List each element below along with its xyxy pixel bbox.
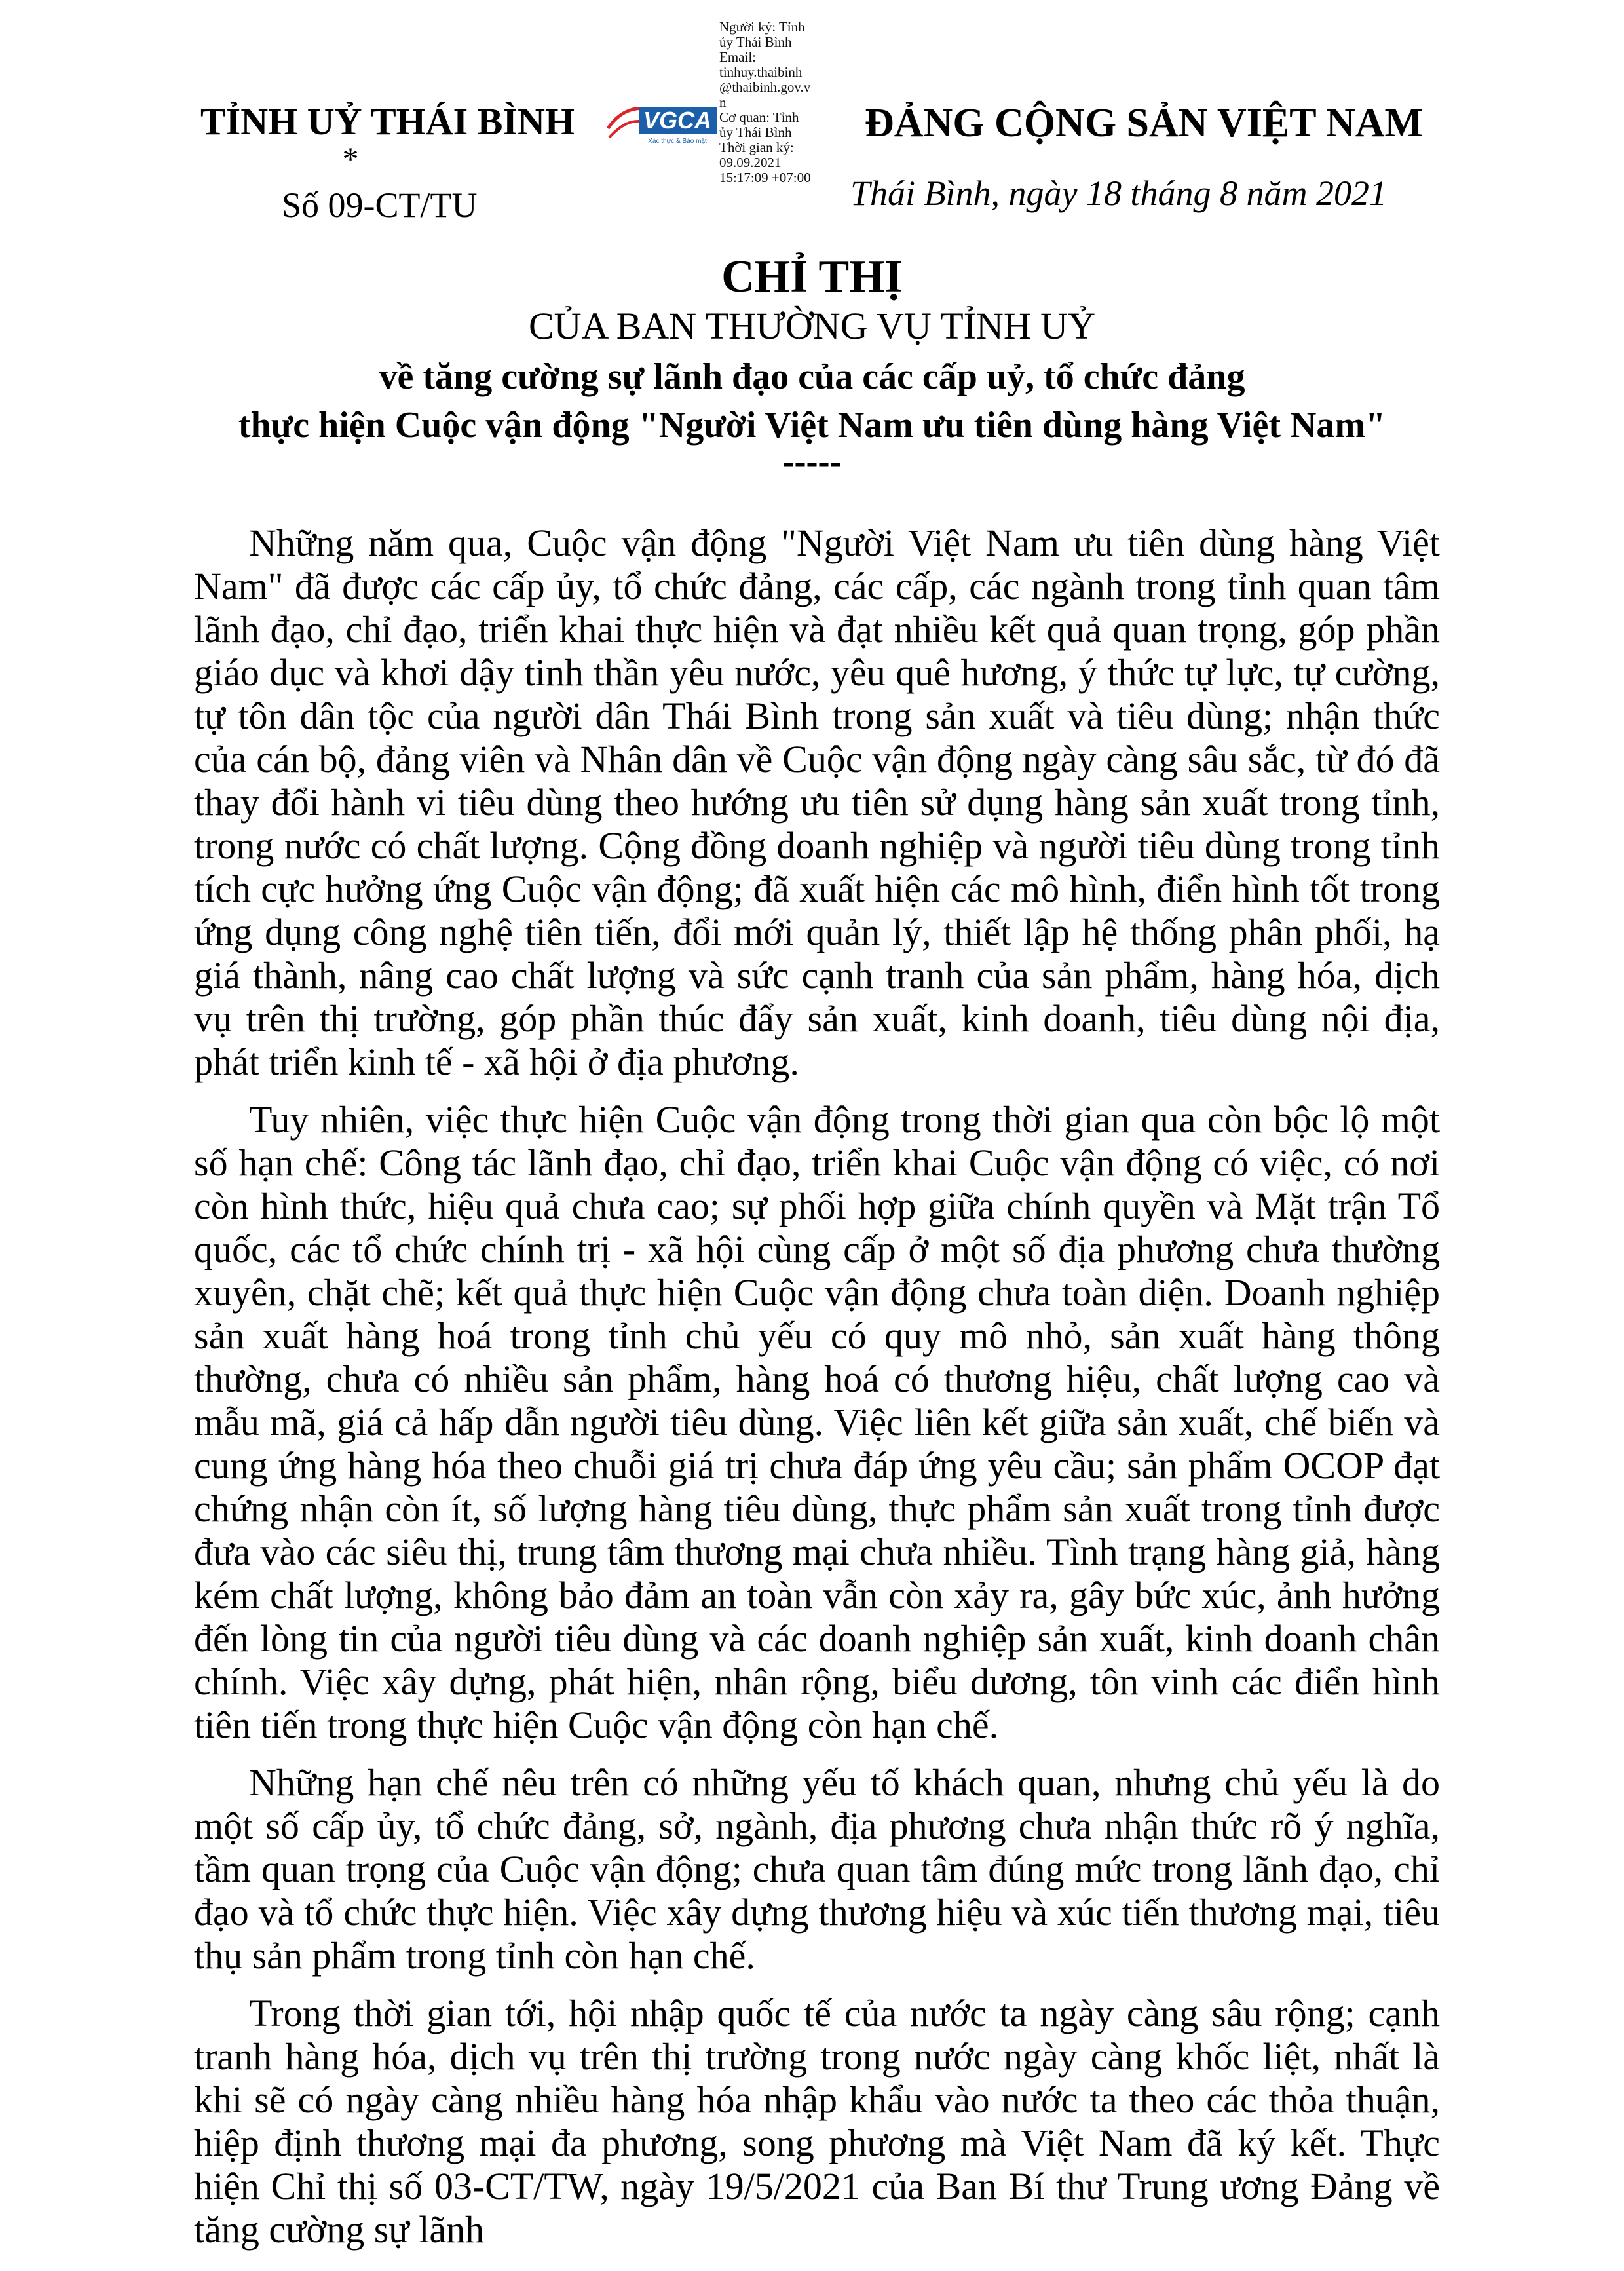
body-paragraph: Trong thời gian tới, hội nhập quốc tế của nước ta ngày càng sâu rộng; cạnh tranh hàng hóa, dịch vụ trên thị trường trong nước ngày càng khốc liệt, nhất là khi sẽ có ngày càng nhiều hàng hóa nhập khẩu vào nước ta theo các thỏa thuận, hiệp định thương mại đa phương, song phương mà Việt Nam đã ký kết. Thực hiện Chỉ thị số 03-CT/TW, ngày 19/5/2021 của Ban Bí thư Trung ương Đảng về tăng cường sự lãnh (194, 1992, 1440, 2251)
star-mark: * (342, 140, 359, 177)
signature-line: Thời gian ký: (719, 140, 794, 155)
digital-signature-info (719, 20, 857, 185)
logo-text: VGCA (643, 107, 712, 134)
document-number: Số 09-CT/TU (282, 185, 478, 225)
signature-line: 15:17:09 +07:00 (719, 170, 811, 185)
document-subtitle: CỦA BAN THƯỜNG VỤ TỈNH UỶ (528, 305, 1096, 347)
logo-tagline: Xác thực & Bảo mật (648, 138, 707, 145)
issuing-organization: TỈNH UỶ THÁI BÌNH (200, 100, 575, 143)
signature-line: Người ký: Tỉnh (719, 19, 805, 35)
document-subject-line-1: về tăng cường sự lãnh đạo của các cấp uỷ, tổ chức đảng (379, 356, 1245, 397)
place-and-date: Thái Bình, ngày 18 tháng 8 năm 2021 (850, 174, 1387, 213)
signature-line: tinhuy.thaibinh (719, 64, 803, 80)
signature-line: ủy Thái Bình (719, 124, 792, 140)
document-title: CHỈ THỊ (721, 252, 903, 302)
document-body (194, 522, 1440, 2266)
body-paragraph: Tuy nhiên, việc thực hiện Cuộc vận động trong thời gian qua còn bộc lộ một số hạn chế: Công tác lãnh đạo, chỉ đạo, triển khai Cuộc vận động có việc, có nơi còn hình thức, hiệu quả chưa cao; sự phối hợp giữa chính quyền và Mặt trận Tổ quốc, các tổ chức chính trị - xã hội cùng cấp ở một số địa phương chưa thường xuyên, chặt chẽ; kết quả thực hiện Cuộc vận động chưa toàn diện. Doanh nghiệp sản xuất hàng hoá trong tỉnh chủ yếu có quy mô nhỏ, sản xuất hàng thông thường, chưa có nhiều sản phẩm, hàng hoá có thương hiệu, chất lượng cao và mẫu mã, giá cả hấp dẫn người tiêu dùng. Việc liên kết giữa sản xuất, chế biến và cung ứng hàng hóa theo chuỗi giá trị chưa đáp ứng yêu cầu; sản phẩm OCOP đạt chứng nhận còn ít, số lượng hàng tiêu dùng, thực phẩm sản xuất trong tỉnh được đưa vào các siêu thị, trung tâm thương mại chưa nhiều. Tình trạng hàng giả, hàng kém chất lượng, không bảo đảm an toàn vẫn còn xảy ra, gây bức xúc, ảnh hưởng đến lòng tin của người tiêu dùng và các doanh nghiệp sản xuất, kinh doanh chân chính. Việc xây dựng, phát hiện, nhân rộng, biểu dương, tôn vinh các điển hình tiên tiến trong thực hiện Cuộc vận động còn hạn chế. (194, 1098, 1440, 1746)
signature-line: ủy Thái Bình (719, 34, 792, 50)
signature-line: Cơ quan: Tỉnh (719, 109, 799, 125)
title-separator: ----- (782, 442, 842, 481)
signature-line: n (719, 94, 727, 110)
party-name: ĐẢNG CỘNG SẢN VIỆT NAM (865, 101, 1424, 145)
body-paragraph: Những năm qua, Cuộc vận động "Người Việt Nam ưu tiên dùng hàng Việt Nam" đã được các cấp ủy, tổ chức đảng, các cấp, các ngành trong tỉnh quan tâm lãnh đạo, chỉ đạo, triển khai thực hiện và đạt nhiều kết quả quan trọng, góp phần giáo dục và khơi dậy tinh thần yêu nước, yêu quê hương, ý thức tự lực, tự cường, tự tôn dân tộc của người dân Thái Bình trong sản xuất và tiêu dùng; nhận thức của cán bộ, đảng viên và Nhân dân về Cuộc vận động ngày càng sâu sắc, từ đó đã thay đổi hành vi tiêu dùng theo hướng ưu tiên sử dụng hàng sản xuất trong tỉnh, trong nước có chất lượng. Cộng đồng doanh nghiệp và người tiêu dùng trong tỉnh tích cực hưởng ứng Cuộc vận động; đã xuất hiện các mô hình, điển hình tốt trong ứng dụng công nghệ tiên tiến, đổi mới quản lý, thiết lập hệ thống phân phối, hạ giá thành, nâng cao chất lượng và sức cạnh tranh của sản phẩm, hàng hóa, dịch vụ trên thị trường, góp phần thúc đẩy sản xuất, kinh doanh, tiêu dùng nội địa, phát triển kinh tế - xã hội ở địa phương. (194, 522, 1440, 1083)
signature-line: Email: (719, 49, 756, 65)
signature-line: 09.09.2021 (719, 155, 782, 170)
document-subject-line-2: thực hiện Cuộc vận động "Người Việt Nam ưu tiên dùng hàng Việt Nam" (238, 405, 1386, 446)
body-paragraph: Những hạn chế nêu trên có những yếu tố khách quan, nhưng chủ yếu là do một số cấp ủy, tổ chức đảng, sở, ngành, địa phương chưa nhận thức rõ ý nghĩa, tầm quan trọng của Cuộc vận động; chưa quan tâm đúng mức trong lãnh đạo, chỉ đạo và tổ chức thực hiện. Việc xây dựng thương hiệu và xúc tiến thương mại, tiêu thụ sản phẩm trong tỉnh còn hạn chế. (194, 1761, 1440, 1977)
signature-line: @thaibinh.gov.v (719, 79, 811, 95)
vgca-logo-icon (605, 100, 718, 147)
